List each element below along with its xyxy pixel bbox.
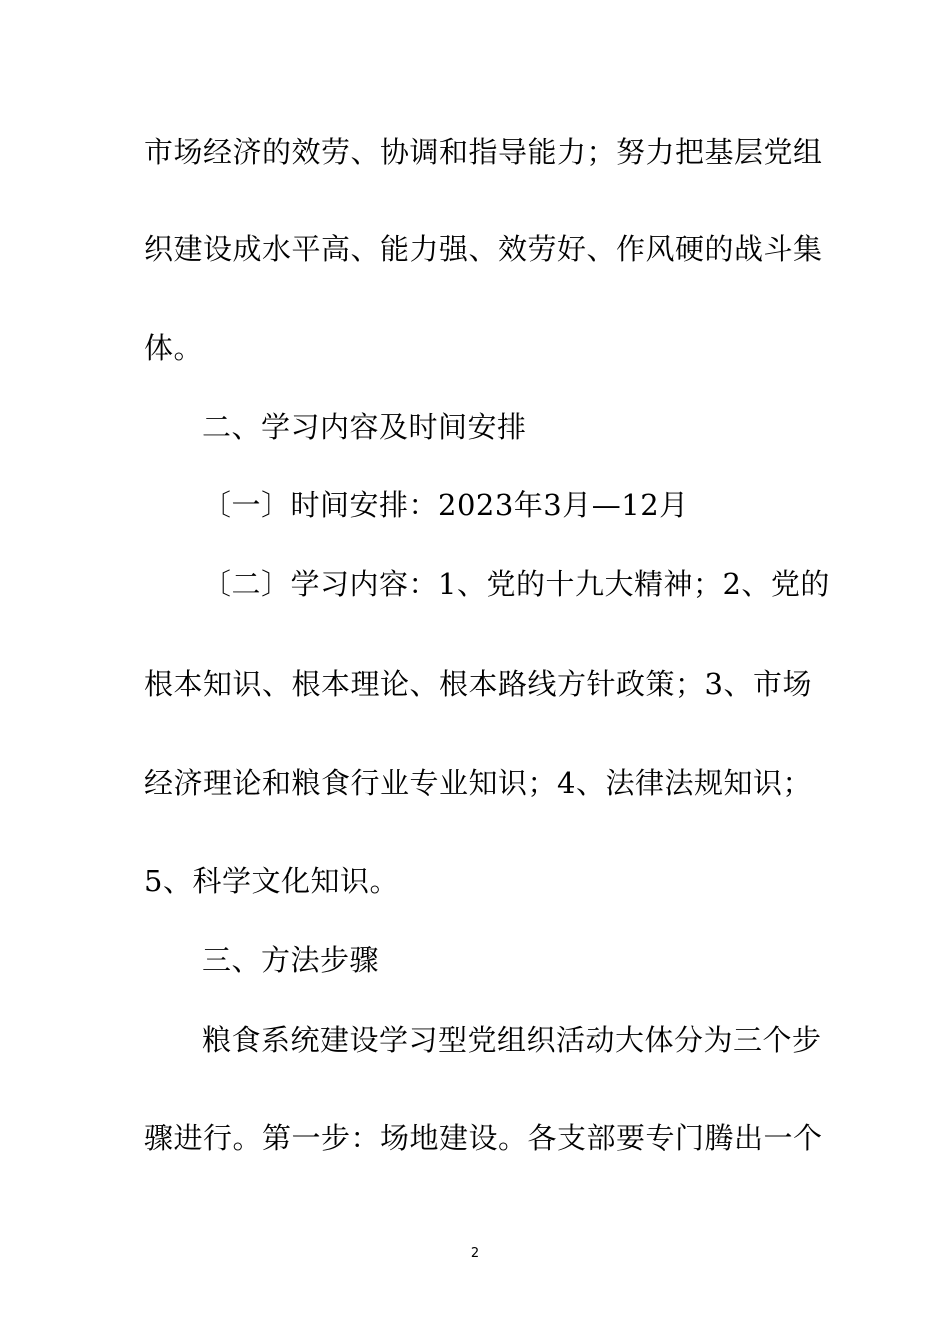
body-text-line: 市场经济的效劳、协调和指导能力；努力把基层党组	[144, 135, 823, 169]
body-text-line: 5、科学文化知识。	[144, 864, 399, 898]
body-text-line: 根本知识、根本理论、根本路线方针政策；3、市场	[144, 667, 812, 701]
body-text-line: 经济理论和粮食行业专业知识；4、法律法规知识；	[144, 766, 812, 800]
body-text-line: 体。	[144, 331, 204, 365]
body-text-line: 织建设成水平高、能力强、效劳好、作风硬的战斗集	[144, 232, 823, 266]
subsection-heading: 〔一〕时间安排：2023年3月—12月	[202, 488, 689, 522]
body-text-line: 骤进行。第一步：场地建设。各支部要专门腾出一个	[144, 1121, 823, 1155]
body-text-line: 〔二〕学习内容：1、党的十九大精神；2、党的	[202, 567, 830, 601]
section-heading: 三、方法步骤	[202, 943, 380, 977]
section-heading: 二、学习内容及时间安排	[202, 410, 527, 444]
body-text-line: 粮食系统建设学习型党组织活动大体分为三个步	[202, 1023, 822, 1057]
page-number: 2	[470, 1246, 480, 1261]
